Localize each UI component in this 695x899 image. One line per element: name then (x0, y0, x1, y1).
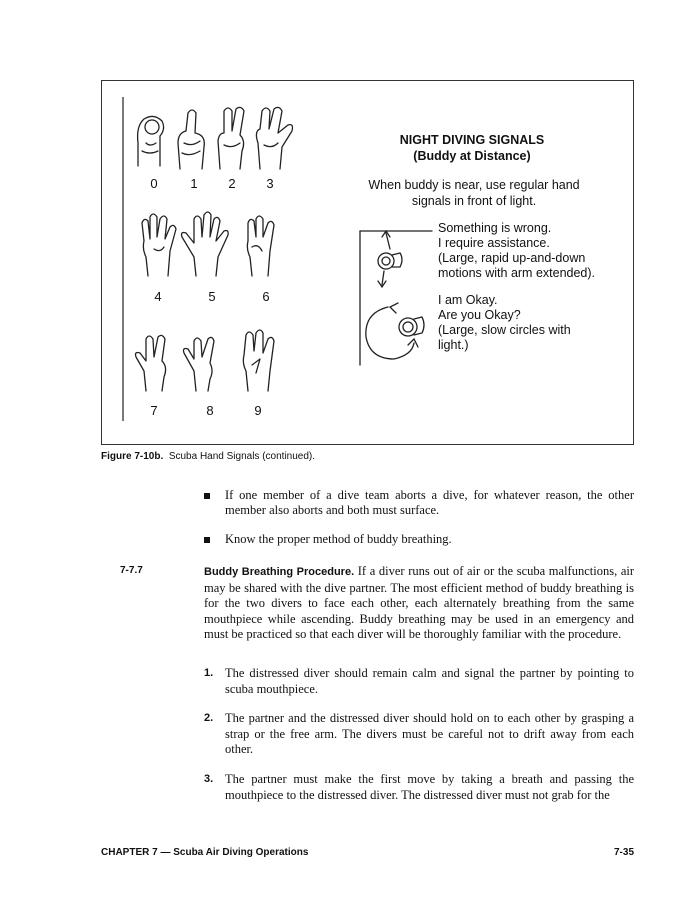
digit-label: 4 (154, 289, 162, 304)
night-signals-title: NIGHT DIVING SIGNALS (Buddy at Distance) (399, 133, 545, 163)
step-item (204, 711, 634, 758)
bullet-item: Know the proper method of buddy breathing. (204, 532, 634, 547)
flashlight-icon (378, 253, 402, 269)
section-paragraph (204, 564, 634, 643)
digit-label: 7 (150, 403, 158, 418)
step-text: The partner must make the first move by taking a breath and passing the mouthpiece to the distressed diver. The distressed diver must not grab for the (225, 772, 634, 802)
digit-label: 8 (206, 403, 214, 418)
near-instruction: When buddy is near, use regular hand signals in front of light. (368, 178, 580, 208)
flashlight-icon (399, 317, 424, 336)
digit-label: 3 (266, 176, 274, 191)
step-item (204, 666, 634, 697)
signal-okay: I am Okay. Are you Okay? (Large, slow circles with light.) (438, 293, 571, 352)
figure-box (101, 80, 634, 445)
digit-label: 9 (254, 403, 262, 418)
digit-label: 6 (262, 289, 270, 304)
page-number: 7-35 (613, 847, 634, 858)
digit-label: 2 (228, 176, 236, 191)
step-item (204, 772, 634, 803)
bullet-icon (204, 493, 210, 499)
figure-caption (101, 451, 315, 462)
step-text: The distressed diver should remain calm and signal the partner by pointing to scuba mouthpiece. (225, 666, 634, 696)
digit-label: 0 (150, 176, 158, 191)
step-number: 2. (204, 712, 214, 724)
hand-signal-icon (136, 330, 275, 391)
section-body: If a diver runs out of air or the scuba malfunctions, air may be shared with the dive partner. The most efficient method of buddy breathing is for the two divers to face each other, each alternately breathing from the same mouthpiece while ascending. Buddy breathing may be used in an emergency and must be practiced so that each diver will be thoroughly familiar with the procedure. (204, 564, 634, 641)
signal-something-wrong: Something is wrong. I require assistance. (Large, rapid up-and-down motions with arm extended). (438, 221, 596, 280)
step-number: 3. (204, 773, 214, 785)
bullet-item: If one member of a dive team aborts a dive, for whatever reason, the other member also aborts and both must surface. (204, 488, 634, 518)
step-number: 1. (204, 667, 214, 679)
step-text: The partner and the distressed diver should hold on to each other by grasping a strap or the free arm. The divers must be careful not to drift away from each other. (225, 711, 634, 756)
night-signal-diagram (360, 231, 432, 365)
caption-label: Figure 7-10b. (101, 451, 164, 462)
digit-label: 1 (190, 176, 198, 191)
section-number: 7-7.7 (120, 565, 143, 576)
hand-signal-icon (138, 107, 293, 169)
bullet-icon (204, 537, 210, 543)
section-heading: Buddy Breathing Procedure. (204, 566, 355, 578)
hand-signal-icon (142, 212, 274, 276)
footer-chapter: CHAPTER 7 — Scuba Air Diving Operations (101, 847, 309, 858)
arrow-icon (378, 231, 390, 287)
digit-label: 5 (208, 289, 216, 304)
caption-text: Scuba Hand Signals (continued). (168, 451, 316, 462)
